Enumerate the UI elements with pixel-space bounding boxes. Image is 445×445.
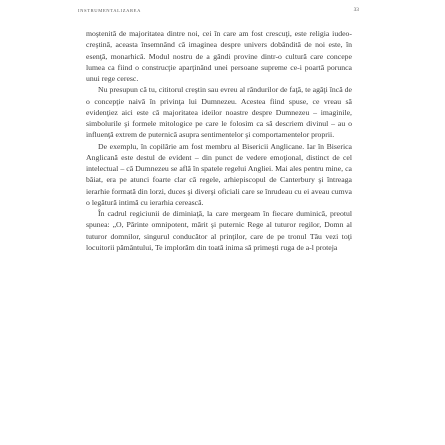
paragraph-1: moştenită de majoritatea dintre noi, cei în care am fost crescuţi, este religia iudeo-creştină, aceasta însemnând că imaginea despre univers dobândită de noi este, în esenţă, monarhică. Modul nostru de a gândi provine dintr-o cultură care concepe lumea ca fiind o construcţie aparţinând unei persoane supreme ce-i poartă porunca unui rege ceresc.: [86, 29, 352, 83]
page-number: 33: [353, 7, 359, 13]
running-header: INSTRUMENTALIZAREA: [78, 8, 141, 13]
paragraph-3: De exemplu, în copilărie am fost membru al Bisericii Anglicane. Iar în Biserica Anglicană este destul de evident – din punct de vedere emoţional, distinct de cel intelectual – că Dumnezeu se află în spatele regelui Angliei. Mai ales pentru mine, ca băiat, era pe atunci foarte clar că regele, arhiepiscopul de Canterbury şi întreaga ierarhie formată din lorzi, duces şi diverşi oficiali care se înrudeau cu ei aveau cumva o legătură intimă cu ierarhia cerească.: [86, 141, 352, 207]
paragraph-2: Nu presupun că tu, cititorul creştin sau evreu al rândurilor de faţă, te agăţi încă de o concepţie naivă în privinţa lui Dumnezeu. Acestea fiind spuse, ce vreau să evidenţiez aici este că majoritatea ideilor noastre despre Dumnezeu – imaginile, simbolurile şi formele mitologice pe care le folosim ca să descriem divinul – au o influenţă extrem de puternică asupra sentimentelor şi comportamentelor proprii.: [86, 85, 352, 140]
body-text: [86, 28, 352, 253]
paragraph-4: În cadrul regiciunii de diminiaţă, la care mergeam în fiecare duminică, preotul spunea: „O, Părinte omnipotent, mărit şi puternic Rege al tuturor regilor, Domn al tuturor domnilor, singurul conducător al prinţilor, care de pe tronul Tău vezi toţi locuitorii pământului, Te implorăm din toată inima să primeşti ruga de a-l proteja: [86, 209, 352, 252]
